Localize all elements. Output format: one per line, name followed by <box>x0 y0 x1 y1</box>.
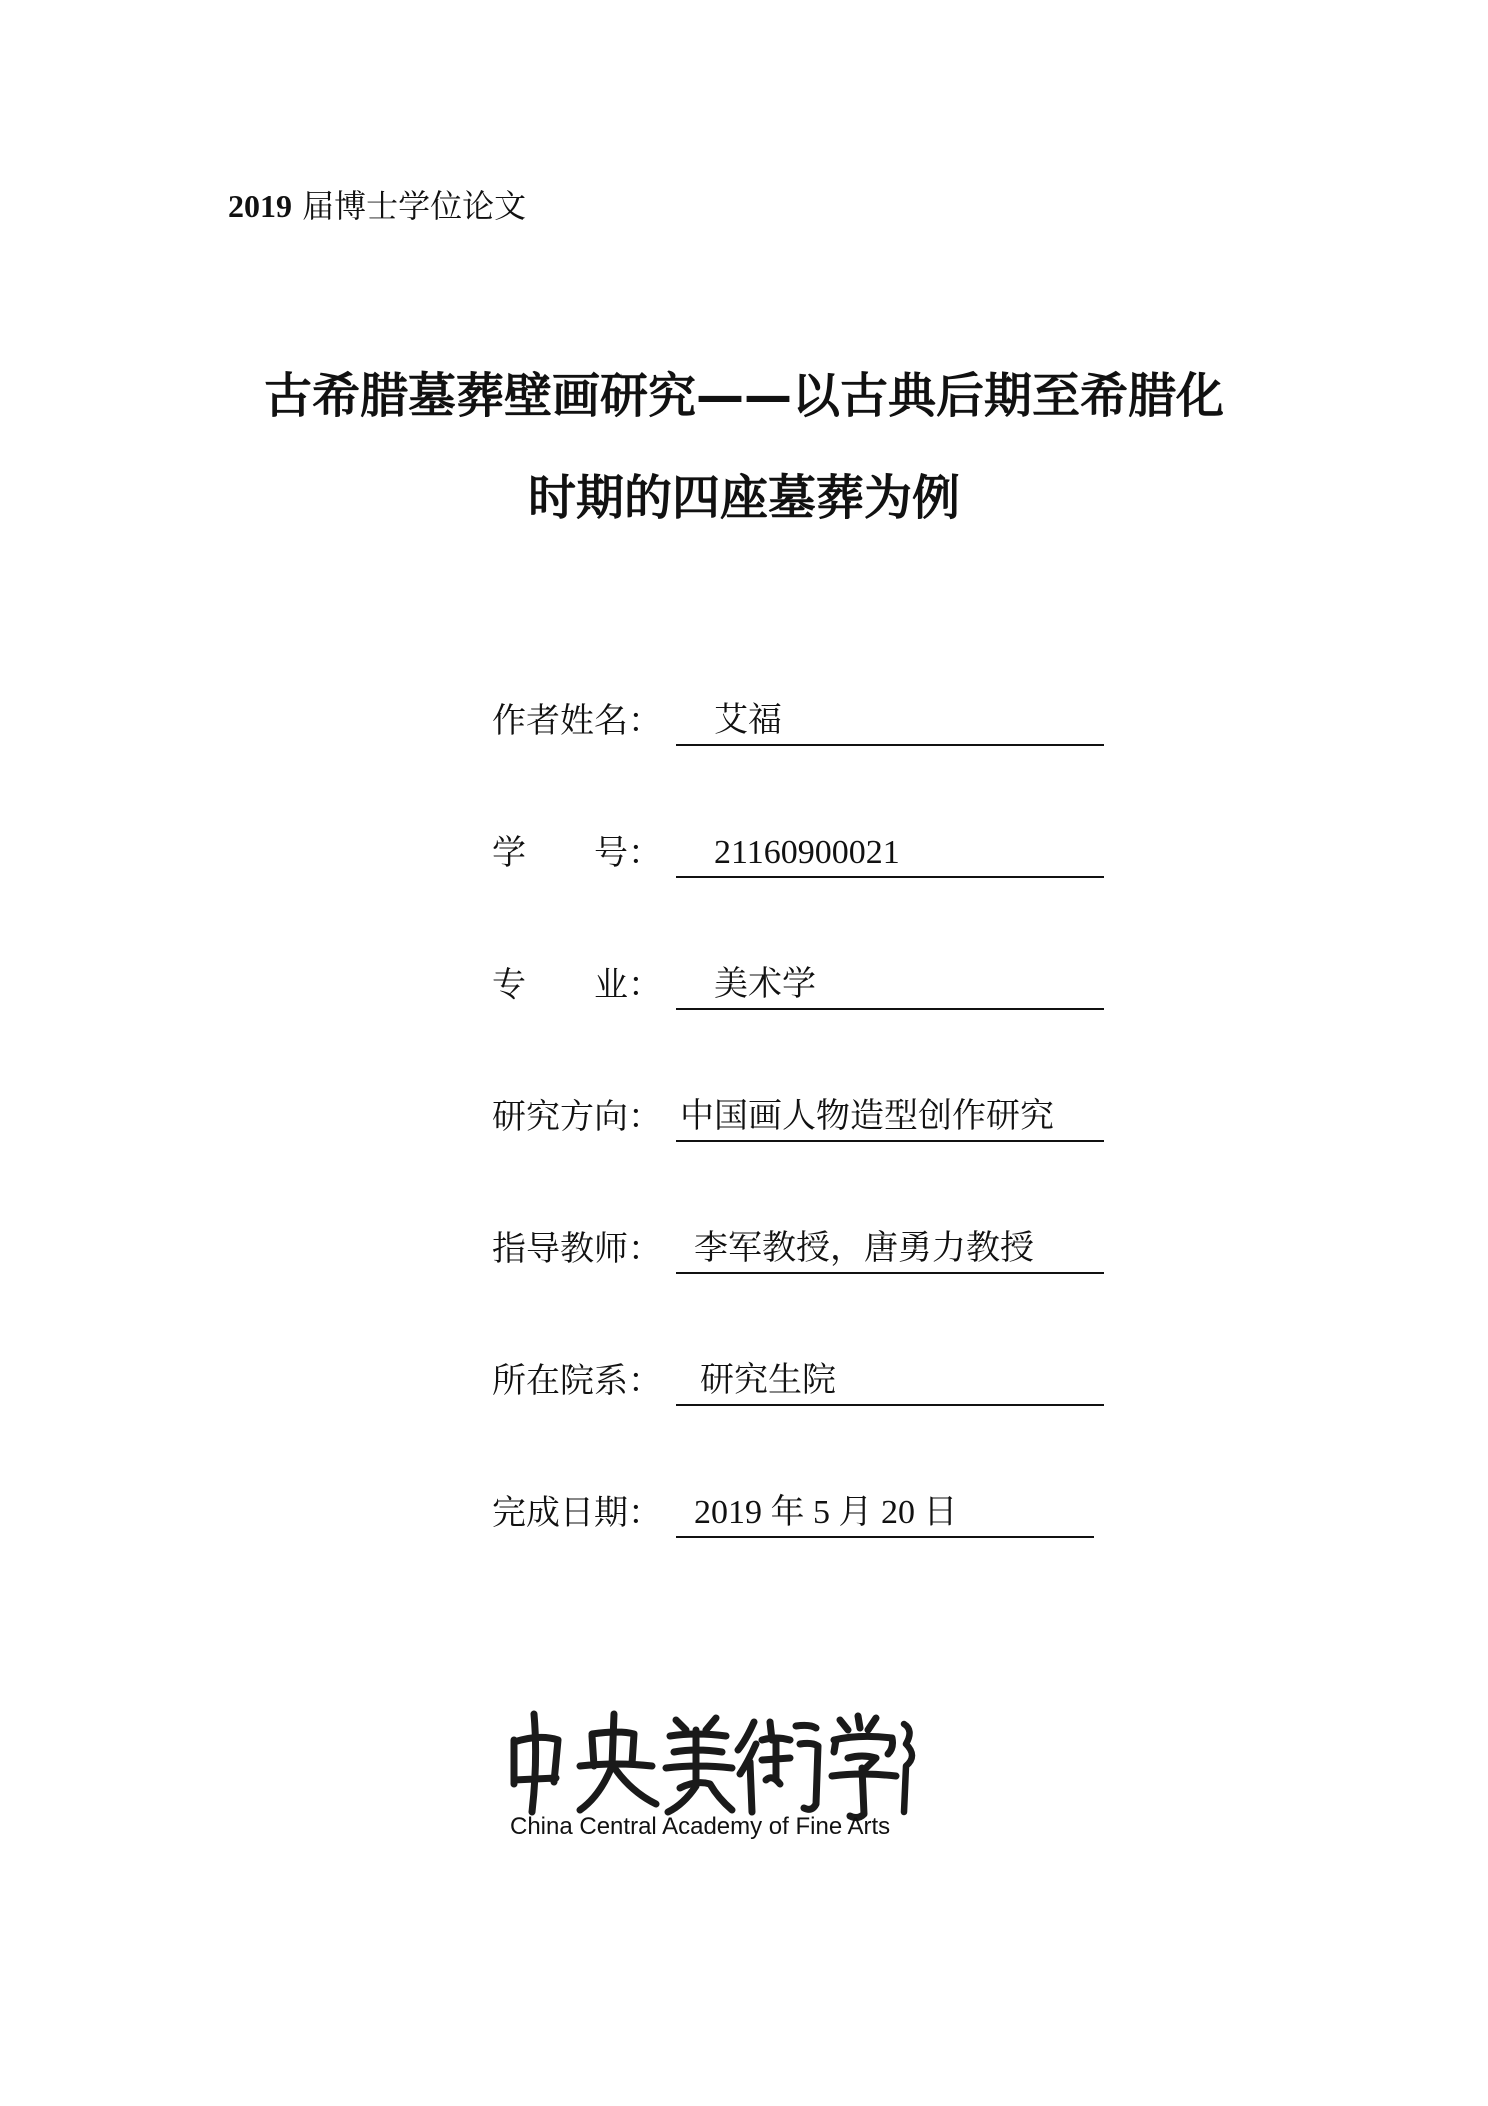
student-id-value-line <box>676 828 1104 878</box>
thesis-title-line-2: 时期的四座墓葬为例 <box>527 470 960 526</box>
advisor-label: 指导教师： <box>492 1229 662 1269</box>
major-label: 专 业： <box>492 965 662 1005</box>
thesis-title-line-1: 古希腊墓葬壁画研究——以古典后期至希腊化 <box>263 368 1224 424</box>
author-label: 作者姓名： <box>492 701 662 741</box>
research-direction-value: 中国画人物造型创作研究 <box>680 1098 1054 1135</box>
student-id-value: 21160900021 <box>714 834 900 871</box>
completion-date-value-line <box>676 1488 1094 1538</box>
completion-date-value: 2019 年 5 月 20 日 <box>694 1494 958 1531</box>
research-direction-label: 研究方向： <box>492 1097 662 1137</box>
department-value-line <box>676 1356 1104 1406</box>
major-value: 美术学 <box>714 966 816 1003</box>
thesis-year: 2019 <box>228 188 292 224</box>
major-value-line <box>676 960 1104 1010</box>
author-value-line <box>676 696 1104 746</box>
advisor-value-line <box>676 1224 1104 1274</box>
department-value: 研究生院 <box>700 1362 836 1399</box>
student-id-label: 学 号： <box>492 833 662 873</box>
department-label: 所在院系： <box>492 1361 662 1401</box>
academy-english-name: China Central Academy of Fine Arts <box>510 1813 891 1840</box>
advisor-value: 李军教授，唐勇力教授 <box>694 1230 1034 1267</box>
research-direction-value-line <box>676 1092 1104 1142</box>
thesis-year-heading <box>228 186 526 226</box>
completion-date-label: 完成日期： <box>492 1493 662 1533</box>
author-value: 艾福 <box>714 702 782 739</box>
thesis-type: 届博士学位论文 <box>292 187 527 225</box>
